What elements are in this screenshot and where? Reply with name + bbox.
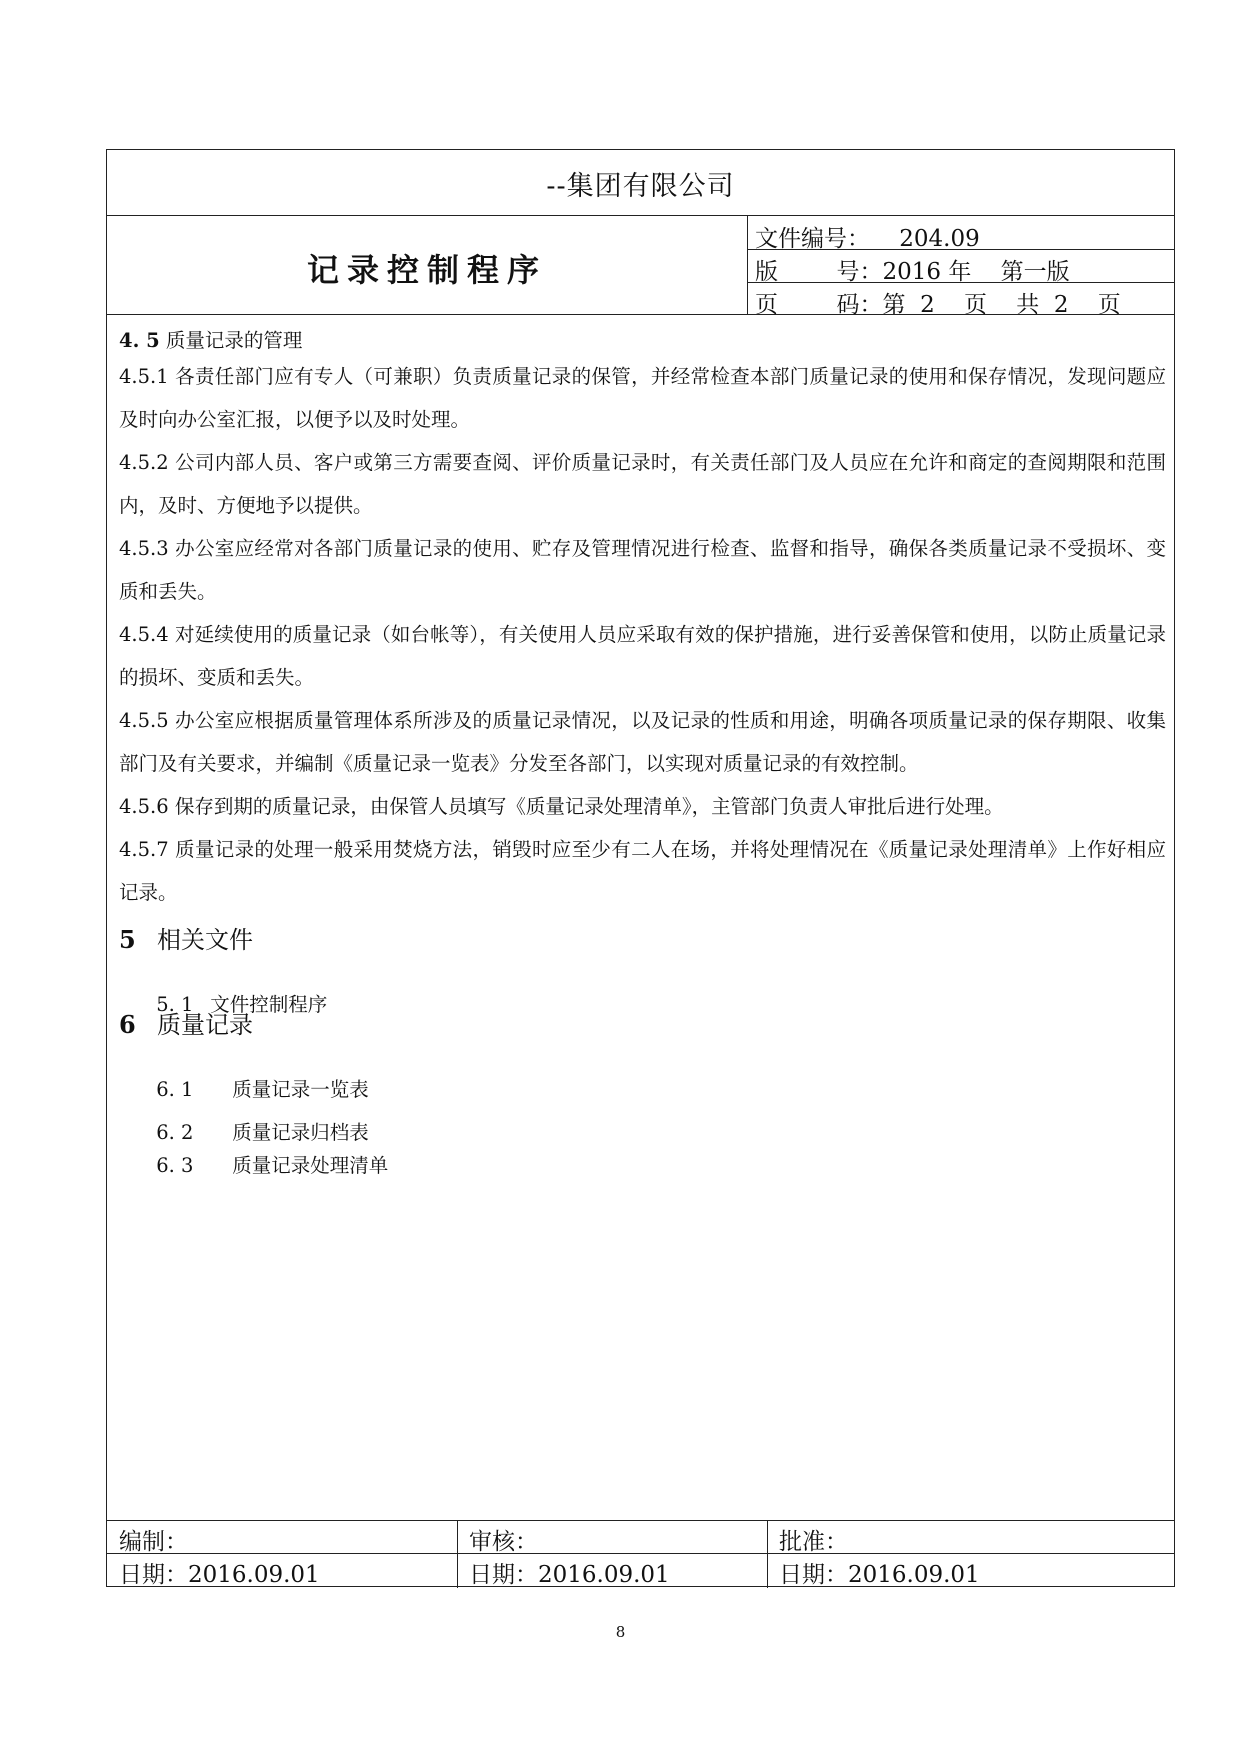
section-title: 质量记录	[157, 1011, 253, 1039]
section-heading-6	[119, 1005, 253, 1040]
reviewed-by-label: 审核：	[469, 1529, 538, 1555]
divider	[457, 1520, 458, 1588]
paragraph-4-5-7: 4.5.7 质量记录的处理一般采用焚烧方法，销毁时应至少有二人在场，并将处理情况在《质量记录处理清单》上作好相应记录。	[119, 838, 1166, 904]
document-frame	[106, 149, 1175, 1587]
paragraph-4-5-5: 4.5.5 办公室应根据质量管理体系所涉及的质量记录情况，以及记录的性质和用途，明确各项质量记录的保存期限、收集部门及有关要求，并编制《质量记录一览表》分发至各部门，以实现对质量记录的有效控制。	[119, 709, 1166, 775]
section-title: 相关文件	[157, 926, 253, 954]
item-text: 文件控制程序	[210, 993, 328, 1016]
document-title: 记录控制程序	[306, 251, 547, 289]
divider	[747, 249, 1174, 250]
reviewed-date: 日期：2016.09.01	[469, 1562, 670, 1588]
section-number: 5	[119, 925, 136, 954]
item-number: 6. 3	[156, 1154, 194, 1177]
approved-by-label: 批准：	[779, 1529, 848, 1555]
item-text: 质量记录归档表	[232, 1121, 369, 1144]
paragraph-4-5-3: 4.5.3 办公室应经常对各部门质量记录的使用、贮存及管理情况进行检查、监督和指导，确保各类质量记录不受损坏、变质和丢失。	[119, 537, 1166, 603]
page-number: 8	[615, 1623, 626, 1641]
item-number: 5. 1	[156, 993, 194, 1016]
divider	[107, 1553, 1174, 1554]
section-title: 质量记录的管理	[165, 329, 303, 352]
approved-date: 日期：2016.09.01	[779, 1562, 980, 1588]
section-number: 4. 5	[119, 329, 160, 352]
section-number: 6	[119, 1010, 136, 1039]
paragraph-4-5-4: 4.5.4 对延续使用的质量记录（如台帐等），有关使用人员应采取有效的保护措施，进行妥善保管和使用，以防止质量记录的损坏、变质和丢失。	[119, 623, 1166, 689]
divider	[747, 282, 1174, 283]
doc-version: 版 号：2016 年 第一版	[755, 259, 1070, 285]
divider	[107, 314, 1174, 315]
paragraph-4-5-2: 4.5.2 公司内部人员、客户或第三方需要查阅、评价质量记录时，有关责任部门及人员应在允许和商定的查阅期限和范围内，及时、方便地予以提供。	[119, 451, 1166, 517]
paragraph-4-5-1: 4.5.1 各责任部门应有专人（可兼职）负责质量记录的保管，并经常检查本部门质量记录的使用和保存情况，发现问题应及时向办公室汇报，以便予以及时处理。	[119, 365, 1166, 431]
item-number: 6. 1	[156, 1078, 194, 1101]
paragraph-4-5-6: 4.5.6 保存到期的质量记录，由保管人员填写《质量记录处理清单》，主管部门负责人审批后进行处理。	[119, 795, 1004, 818]
section-heading-4-5	[119, 325, 302, 353]
list-item	[119, 1127, 388, 1201]
prepared-by-label: 编制：	[119, 1529, 188, 1555]
item-text: 质量记录一览表	[232, 1078, 369, 1101]
divider	[107, 1520, 1174, 1521]
prepared-date: 日期：2016.09.01	[119, 1562, 320, 1588]
divider	[747, 215, 748, 314]
item-number: 6. 2	[156, 1121, 194, 1144]
section-heading-5	[119, 920, 253, 955]
company-name: --集团有限公司	[546, 171, 735, 202]
divider	[107, 215, 1174, 216]
doc-page: 页 码：第 2 页 共 2 页	[755, 292, 1121, 318]
doc-number: 文件编号： 204.09	[755, 226, 980, 252]
divider	[767, 1520, 768, 1588]
item-text: 质量记录处理清单	[232, 1154, 389, 1177]
